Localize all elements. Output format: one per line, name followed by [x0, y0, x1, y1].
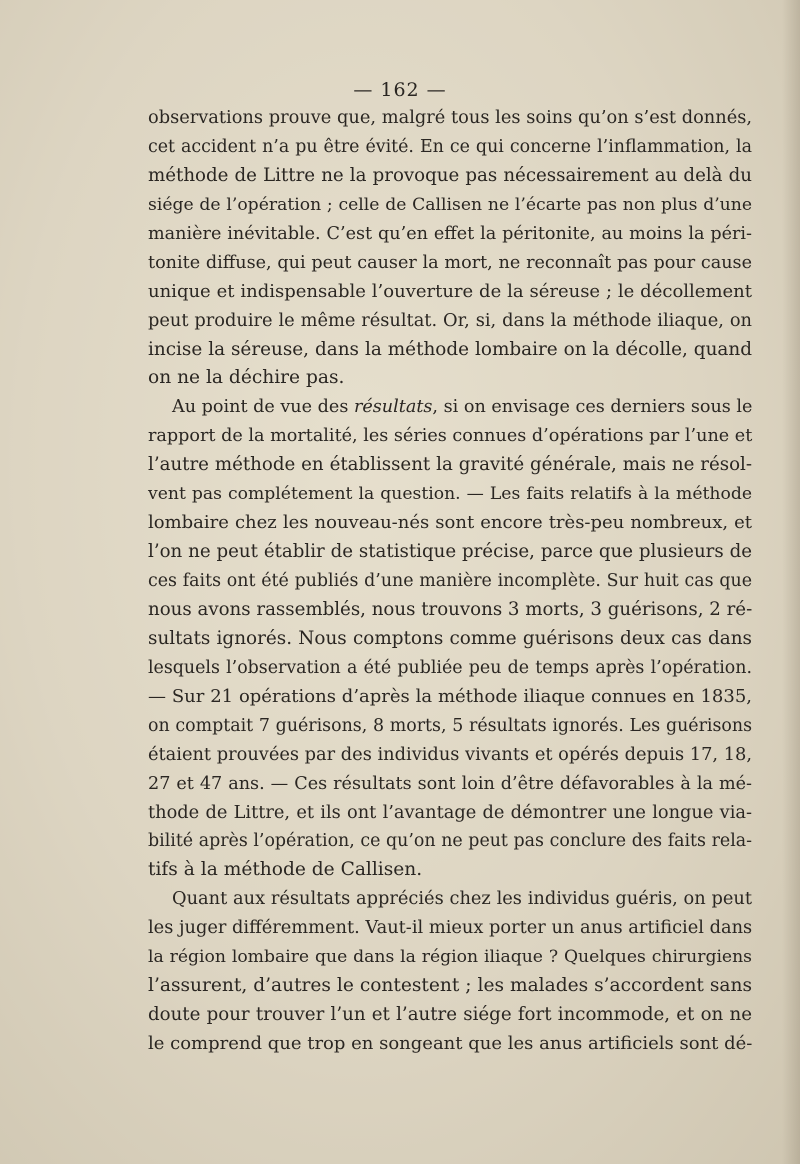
text-line: unique et indispensable l’ouverture de la séreuse ; le décollement	[148, 280, 752, 302]
text-line: tifs à la méthode de Callisen.	[148, 859, 423, 881]
text-line: la région lombaire que dans la région iliaque ? Quelques chirurgiens	[148, 947, 752, 968]
text-line: observations prouve que, malgré tous les soins qu’on s’est donnés,	[148, 107, 752, 128]
page-number: — 162 —	[353, 79, 447, 101]
text-line: l’on ne peut établir de statistique précise, parce que plusieurs de	[148, 541, 752, 563]
text-line: cet accident n’a pu être évité. En ce qui concerne l’inflammation, la	[148, 136, 752, 157]
text-line: siége de l’opération ; celle de Callisen ne l’écarte pas non plus d’une	[148, 194, 752, 215]
page-edge-shadow	[782, 0, 800, 1164]
text-line: — Sur 21 opérations d’après la méthode iliaque connues en 1835,	[148, 685, 752, 707]
text-line: tonite diffuse, qui peut causer la mort, ne reconnaît pas pour cause	[148, 252, 752, 273]
text-line: on comptait 7 guérisons, 8 morts, 5 résultats ignorés. Les guérisons	[148, 715, 752, 736]
text-line: doute pour trouver l’un et l’autre siége fort incommode, et on ne	[148, 1004, 752, 1026]
text-line: thode de Littre, et ils ont l’avantage de démontrer une longue via-	[148, 801, 752, 823]
text-line: manière inévitable. C’est qu’en effet la péritonite, au moins la péri-	[148, 223, 752, 244]
text-line: on ne la déchire pas.	[148, 367, 345, 389]
text-line: peut produire le même résultat. Or, si, dans la méthode iliaque, on	[148, 309, 752, 331]
text-line: l’assurent, d’autres le contestent ; les malades s’accordent sans	[148, 975, 752, 997]
text-line: 27 et 47 ans. — Ces résultats sont loin d’être défavorables à la mé-	[148, 773, 752, 794]
text-line: incise la séreuse, dans la méthode lombaire on la décolle, quand	[148, 338, 752, 360]
text-line: sultats ignorés. Nous comptons comme guérisons deux cas dans	[148, 627, 752, 649]
text-line: ces faits ont été publiés d’une manière incomplète. Sur huit cas que	[148, 571, 752, 591]
emphasis: résultats	[353, 397, 433, 418]
text-line: nous avons rassemblés, nous trouvons 3 morts, 3 guérisons, 2 ré-	[148, 598, 753, 620]
text-line: méthode de Littre ne la provoque pas nécessairement au delà du	[148, 164, 752, 186]
text-line: lombaire chez les nouveau-nés sont encore très-peu nombreux, et	[148, 512, 752, 534]
text-line: l’autre méthode en établissent la gravité générale, mais ne résol-	[148, 454, 752, 476]
text-line: Quant aux résultats appréciés chez les individus guéris, on peut	[172, 888, 752, 910]
text-line: les juger différemment. Vaut-il mieux porter un anus artificiel dans	[148, 917, 753, 939]
text-line: le comprend que trop en songeant que les anus artificiels sont dé-	[148, 1033, 753, 1054]
text-line: étaient prouvées par des individus vivants et opérés depuis 17, 18,	[148, 743, 752, 765]
text-column	[148, 104, 752, 1059]
paragraph	[148, 393, 752, 885]
text-line: rapport de la mortalité, les séries connues d’opérations par l’une et	[148, 426, 753, 447]
text-line: lesquels l’observation a été publiée peu de temps après l’opération.	[148, 657, 752, 678]
text-line: bilité après l’opération, ce qu’on ne peut pas conclure des faits rela-	[148, 831, 752, 852]
text-line: vent pas complétement la question. — Les faits relatifs à la méthode	[148, 484, 752, 505]
paragraph	[148, 885, 752, 1059]
text-line: Au point de vue des résultats, si on envisage ces derniers sous le	[172, 397, 753, 418]
paragraph	[148, 104, 752, 393]
